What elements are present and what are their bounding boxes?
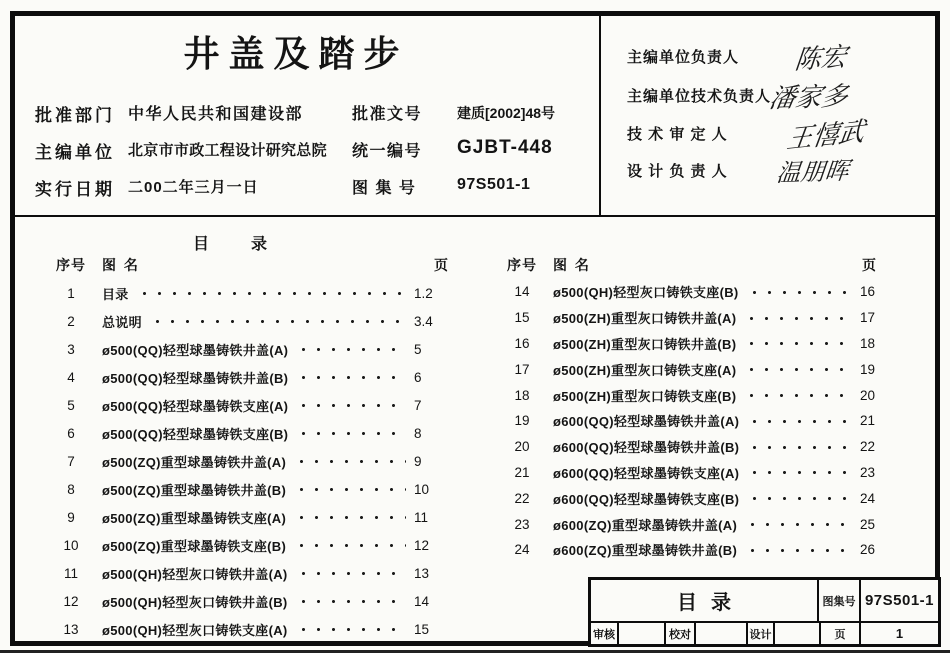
toc-entry-number: 10 — [63, 537, 79, 553]
toc-entry-page: 23 — [860, 464, 876, 480]
toc-entry-name: ø500(QH)轻型灰口铸铁井盖(B) — [102, 594, 288, 610]
toc-row — [507, 434, 894, 460]
toc-entry-page: 9 — [414, 453, 422, 469]
dot-leader — [742, 382, 852, 408]
dot-leader — [294, 587, 406, 615]
chief-editor-value: 北京市市政工程设计研究总院 — [128, 142, 327, 159]
signature-row — [627, 80, 932, 115]
toc-entry-number: 13 — [63, 621, 79, 637]
toc-row — [507, 460, 894, 486]
tech-responsible-label: 主编单位技术负责人 — [627, 88, 772, 105]
toc-row — [56, 419, 448, 447]
toc-entry-name: ø500(QH)轻型灰口铸铁井盖(A) — [102, 566, 288, 582]
dot-leader — [745, 434, 852, 460]
toc-entry-page: 20 — [860, 387, 876, 403]
toc-entry-name: ø500(ZH)重型灰口铸铁井盖(B) — [553, 336, 737, 352]
toc-entry-name: ø500(ZQ)重型球墨铸铁井盖(B) — [102, 482, 287, 498]
dot-leader — [292, 531, 406, 559]
toc-entry-page: 14 — [414, 593, 430, 609]
toc-column-header — [507, 250, 894, 279]
toc-row — [56, 279, 448, 307]
seq-header: 序号 — [56, 256, 86, 273]
page-header: 页 — [862, 256, 876, 273]
dot-leader — [743, 511, 852, 537]
toc-entry-number: 4 — [67, 369, 75, 385]
toc-row — [56, 615, 448, 643]
toc-entry-page: 18 — [860, 335, 876, 351]
toc-entry-name: ø600(ZQ)重型球墨铸铁井盖(B) — [553, 543, 738, 559]
page-label: 页 — [821, 623, 861, 644]
atlas-no-label: 图 集 号 — [352, 180, 417, 197]
atlas-no-cell-label: 图集号 — [819, 580, 861, 621]
toc-entry-number: 20 — [514, 439, 530, 455]
dot-leader — [742, 356, 852, 382]
toc-row — [56, 559, 448, 587]
header-divider — [13, 215, 937, 217]
toc-entry-number: 23 — [514, 516, 530, 532]
toc-entry-number: 7 — [67, 453, 75, 469]
toc-entry-page: 3.4 — [414, 313, 433, 329]
toc-entry-number: 12 — [63, 593, 79, 609]
toc-column-left — [56, 250, 448, 643]
toc-entry-number: 6 — [67, 425, 75, 441]
toc-entry-number: 21 — [514, 464, 530, 480]
seq-header: 序号 — [507, 256, 537, 273]
design-label: 设计 — [748, 623, 775, 644]
toc-row — [56, 447, 448, 475]
toc-entry-number: 18 — [514, 387, 530, 403]
toc-entry-number: 1 — [67, 285, 75, 301]
toc-column-right — [507, 250, 894, 563]
toc-entry-page: 26 — [860, 542, 876, 558]
dot-leader — [745, 460, 852, 486]
toc-entry-number: 24 — [514, 542, 530, 558]
toc-row — [507, 279, 894, 305]
toc-entry-name: ø500(ZH)重型灰口铸铁支座(B) — [553, 388, 737, 404]
toc-entry-name: ø500(QH)轻型灰口铸铁支座(A) — [102, 622, 288, 638]
toc-rows-right — [507, 279, 894, 563]
toc-entry-name: ø500(ZQ)重型球墨铸铁井盖(A) — [102, 454, 287, 470]
dot-leader — [743, 537, 852, 563]
toc-entry-number: 19 — [514, 413, 530, 429]
design-lead-label: 设 计 负 责 人 — [627, 163, 728, 180]
toc-entry-number: 17 — [514, 361, 530, 377]
toc-entry-page: 7 — [414, 397, 422, 413]
toc-entry-number: 16 — [514, 335, 530, 351]
dot-leader — [294, 335, 406, 363]
toc-entry-number: 3 — [67, 341, 75, 357]
title-block-bottom-row — [591, 621, 938, 644]
toc-entry-name: ø600(QQ)轻型球墨铸铁井盖(A) — [553, 414, 740, 430]
dot-leader — [135, 279, 406, 307]
toc-row — [56, 531, 448, 559]
toc-entry-page: 12 — [414, 537, 430, 553]
toc-row — [56, 335, 448, 363]
toc-entry-page: 11 — [414, 509, 429, 525]
proof-value-cell — [696, 623, 748, 644]
toc-row — [56, 391, 448, 419]
toc-entry-name: ø600(ZQ)重型球墨铸铁井盖(A) — [553, 517, 738, 533]
toc-entry-name: ø500(QQ)轻型球墨铸铁井盖(A) — [102, 342, 289, 358]
toc-entry-page: 5 — [414, 341, 422, 357]
toc-entry-page: 13 — [414, 565, 430, 581]
design-value-cell — [775, 623, 821, 644]
toc-row — [56, 503, 448, 531]
chief-responsible-label: 主编单位负责人 — [627, 49, 740, 66]
toc-entry-name: ø500(QQ)轻型球墨铸铁井盖(B) — [102, 370, 289, 386]
toc-entry-name: 目录 — [102, 286, 129, 302]
unified-no-value: GJBT-448 — [457, 137, 553, 158]
dot-leader — [745, 279, 852, 305]
toc-entry-number: 14 — [514, 284, 530, 300]
approval-doc-label: 批准文号 — [352, 106, 423, 123]
toc-entry-name: ø600(QQ)轻型球墨铸铁支座(B) — [553, 491, 740, 507]
name-header: 图 名 — [553, 256, 591, 273]
signature-row — [627, 115, 932, 155]
toc-entry-number: 15 — [514, 310, 530, 326]
dot-leader — [745, 408, 852, 434]
toc-entry-page: 6 — [414, 369, 422, 385]
toc-row — [56, 475, 448, 503]
page-number: 1 — [895, 626, 904, 641]
toc-row — [507, 382, 894, 408]
toc-entry-page: 19 — [860, 361, 876, 377]
toc-entry-name: ø500(ZQ)重型球墨铸铁支座(B) — [102, 538, 287, 554]
approval-doc-value: 建质[2002]48号 — [457, 105, 556, 121]
toc-entry-name: ø500(QQ)轻型球墨铸铁支座(B) — [102, 426, 289, 442]
toc-row — [507, 356, 894, 382]
dot-leader — [294, 615, 406, 643]
toc-entry-page: 15 — [414, 621, 430, 637]
approval-row — [14, 101, 600, 123]
toc-entry-name: ø500(ZH)重型灰口铸铁支座(A) — [553, 362, 737, 378]
dot-leader — [294, 559, 406, 587]
toc-entry-page: 16 — [860, 284, 876, 300]
toc-entry-number: 2 — [67, 313, 75, 329]
toc-entry-page: 8 — [414, 425, 422, 441]
toc-entry-name: ø500(QQ)轻型球墨铸铁支座(A) — [102, 398, 289, 414]
toc-entry-page: 24 — [860, 490, 876, 506]
toc-row — [507, 485, 894, 511]
dot-leader — [294, 419, 406, 447]
proof-label: 校对 — [666, 623, 696, 644]
tech-examiner-label: 技 术 审 定 人 — [627, 126, 728, 143]
toc-entry-page: 22 — [860, 439, 876, 455]
atlas-no-value: 97S501-1 — [457, 176, 531, 193]
chief-responsible-signature: 陈宏 — [793, 41, 849, 75]
toc-entry-page: 25 — [860, 516, 876, 532]
toc-row — [56, 307, 448, 335]
signature-row — [627, 41, 932, 76]
title-block-top-row — [591, 580, 938, 621]
review-label: 审核 — [591, 623, 619, 644]
toc-entry-name: ø500(QH)轻型灰口铸铁支座(B) — [553, 285, 739, 301]
dot-leader — [745, 485, 852, 511]
page-header: 页 — [434, 256, 448, 273]
toc-entry-name: ø500(ZH)重型灰口铸铁井盖(A) — [553, 311, 737, 327]
toc-entry-number: 11 — [63, 565, 78, 581]
dot-leader — [292, 503, 406, 531]
dot-leader — [742, 305, 852, 331]
date-row — [14, 175, 600, 197]
toc-row — [507, 511, 894, 537]
toc-entry-page: 10 — [414, 481, 430, 497]
toc-entry-name: ø600(QQ)轻型球墨铸铁支座(A) — [553, 465, 740, 481]
toc-entry-page: 1.2 — [414, 285, 433, 301]
name-header: 图 名 — [102, 256, 140, 273]
review-value-cell — [619, 623, 666, 644]
dot-leader — [294, 363, 406, 391]
tech-examiner-signature: 王憘武 — [784, 115, 867, 155]
signature-row — [627, 157, 932, 190]
toc-entry-number: 9 — [67, 509, 75, 525]
title-block — [588, 577, 941, 647]
toc-row — [56, 363, 448, 391]
toc-row — [507, 408, 894, 434]
toc-heading: 目录 — [193, 236, 310, 253]
toc-row — [507, 305, 894, 331]
toc-row — [56, 587, 448, 615]
effective-date-label: 实行日期 — [35, 180, 115, 199]
tech-responsible-signature: 潘家多 — [767, 80, 851, 114]
toc-rows-left — [56, 279, 448, 643]
approval-dept-label: 批准部门 — [35, 106, 115, 125]
approval-dept-value: 中华人民共和国建设部 — [128, 106, 304, 123]
page-title: 井盖及踏步 — [183, 33, 409, 74]
toc-entry-name: ø600(QQ)轻型球墨铸铁井盖(B) — [553, 440, 740, 456]
dot-leader — [742, 331, 852, 357]
dot-leader — [148, 307, 406, 335]
atlas-no-cell-value: 97S501-1 — [864, 592, 935, 609]
effective-date-value: 二00二年三月一日 — [128, 179, 259, 196]
chief-editor-label: 主编单位 — [35, 143, 115, 162]
title-block-title: 目录 — [591, 580, 819, 621]
editor-row — [14, 138, 600, 160]
toc-entry-number: 22 — [514, 490, 530, 506]
dot-leader — [294, 391, 406, 419]
toc-entry-name: 总说明 — [102, 314, 142, 330]
toc-entry-number: 5 — [67, 397, 75, 413]
toc-entry-page: 17 — [860, 310, 876, 326]
toc-column-header — [56, 250, 448, 279]
dot-leader — [292, 475, 406, 503]
toc-entry-number: 8 — [67, 481, 75, 497]
toc-entry-page: 21 — [860, 413, 876, 429]
unified-no-label: 统一编号 — [352, 143, 423, 160]
toc-row — [507, 331, 894, 357]
design-lead-signature: 温朋晖 — [775, 157, 851, 188]
dot-leader — [292, 447, 406, 475]
toc-entry-name: ø500(ZQ)重型球墨铸铁支座(A) — [102, 510, 287, 526]
toc-row — [507, 537, 894, 563]
